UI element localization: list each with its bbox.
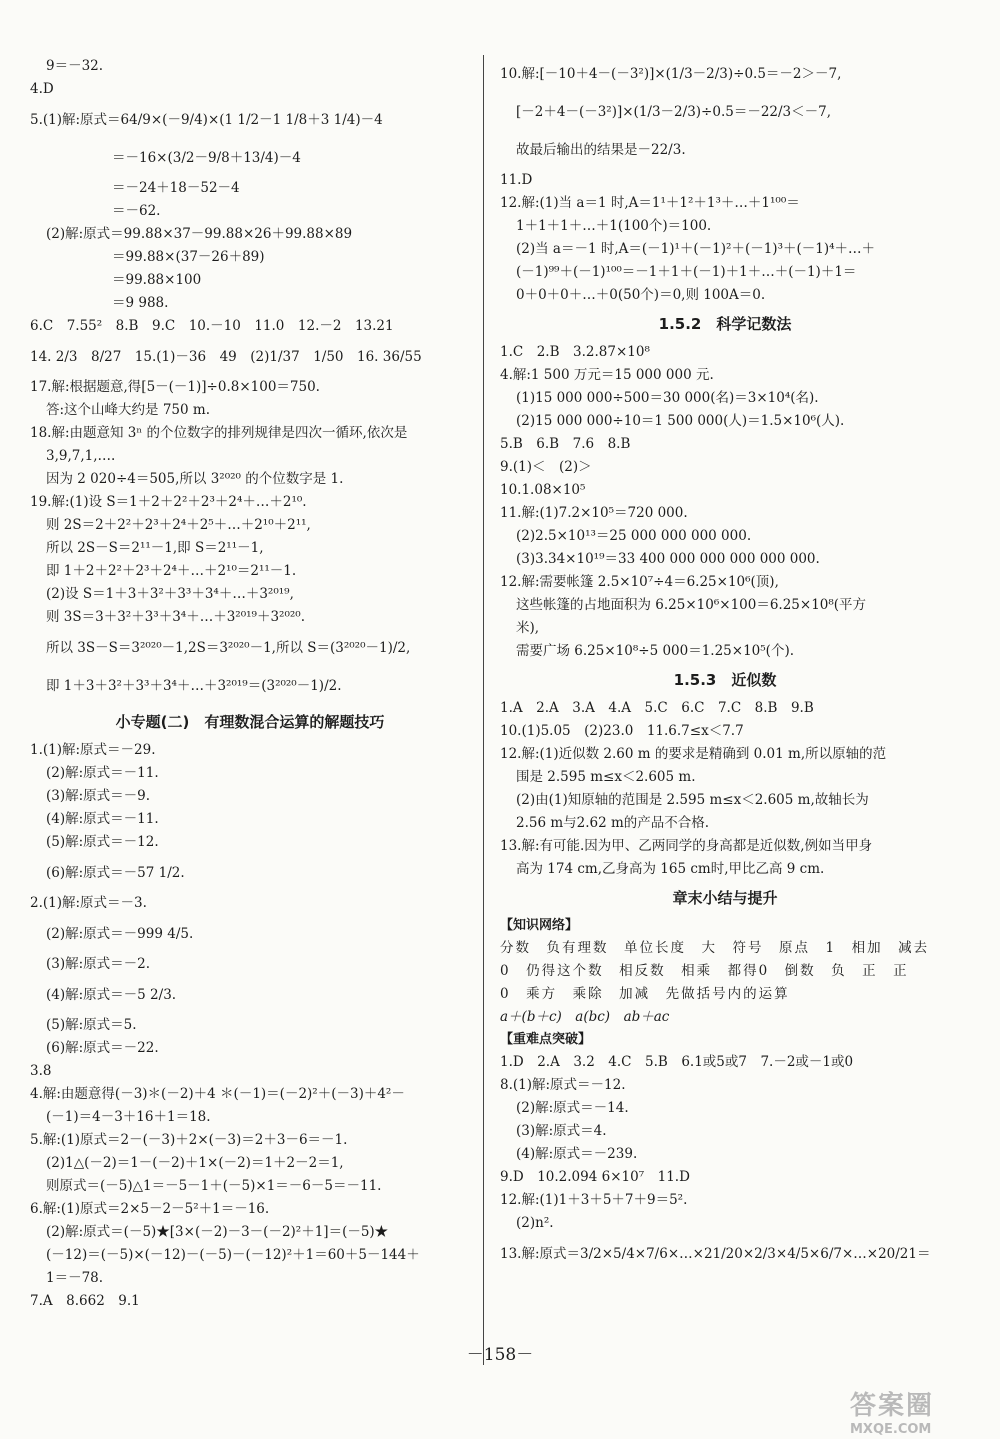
answer-line: (3)解:原式＝－2. xyxy=(46,956,151,972)
answer-line: (1)15 000 000÷500＝30 000(名)＝3×10⁴(名). xyxy=(516,390,819,406)
section-heading-chapter-summary: 章末小结与提升 xyxy=(672,889,778,907)
answer-line: (3)解:原式＝4. xyxy=(516,1123,607,1139)
answer-line: 1.C 2.B 3.2.87×10⁸ xyxy=(500,344,650,360)
answer-line: (5)解:原式＝5. xyxy=(46,1017,137,1033)
section-heading-1-5-2: 1.5.2 科学记数法 xyxy=(658,315,792,333)
answer-line: 4.D xyxy=(30,81,54,97)
answer-line: 即 1＋2＋2²＋2³＋2⁴＋…＋2¹⁰＝2¹¹－1. xyxy=(46,563,297,579)
answer-line: ＝99.88×(37－26＋89) xyxy=(112,249,265,265)
answer-line: (－1)⁹⁹＋(－1)¹⁰⁰＝－1＋1＋(－1)＋1＋…＋(－1)＋1＝ xyxy=(516,264,857,280)
answer-line: 1＝－78. xyxy=(46,1270,104,1286)
answer-line: 19.解:(1)设 S＝1＋2＋2²＋2³＋2⁴＋…＋2¹⁰. xyxy=(30,494,307,510)
answer-line: 高为 174 cm,乙身高为 165 cm时,甲比乙高 9 cm. xyxy=(516,861,825,877)
answer-line: 3.8 xyxy=(30,1063,52,1079)
page-number: －158－ xyxy=(466,1345,534,1365)
answer-line: 0＋0＋0＋…＋0(50个)＝0,则 100A＝0. xyxy=(516,287,766,303)
answer-line: ＝－62. xyxy=(112,203,161,219)
right-column xyxy=(500,55,950,1273)
answer-line: 所以 3S－S＝3²⁰²⁰－1,2S＝3²⁰²⁰－1,所以 S＝(3²⁰²⁰－1)/2, xyxy=(46,640,411,656)
answer-line: 10.1.08×10⁵ xyxy=(500,482,586,498)
answer-line: 2.56 m与2.62 m的产品不合格. xyxy=(516,815,710,831)
answer-line: 米), xyxy=(516,620,540,636)
answer-line: (2)1△(－2)＝1－(－2)＋1×(－2)＝1＋2－2＝1, xyxy=(46,1155,344,1171)
watermark-text: 答案圈 xyxy=(850,1391,935,1421)
answer-line: 1＋1＋1＋…＋1(100个)＝100. xyxy=(516,218,712,234)
answer-line: 1.(1)解:原式＝－29. xyxy=(30,742,156,758)
answer-line: 13.解:有可能.因为甲、乙两同学的身高都是近似数,例如当甲身 xyxy=(500,838,873,854)
answer-line: (2)解:原式＝－11. xyxy=(46,765,159,781)
answer-line: 围是 2.595 m≤x＜2.605 m. xyxy=(516,769,696,785)
answer-line: 10.解:[－10＋4－(－3²)]×(1/3－2/3)÷0.5＝－2＞－7, xyxy=(500,66,842,82)
answer-line: 11.D xyxy=(500,172,533,188)
answer-line: ＝99.88×100 xyxy=(112,272,202,288)
answer-line: (2)2.5×10¹³＝25 000 000 000 000. xyxy=(516,528,752,544)
answer-line: (4)解:原式＝－5 2/3. xyxy=(46,987,177,1003)
answer-line: (2)解:原式＝99.88×37－99.88×26＋99.88×89 xyxy=(46,226,353,242)
answer-line: (2)解:原式＝－999 4/5. xyxy=(46,926,194,942)
answer-line: 4.解:由题意得(－3)＊(－2)＋4 ＊(－1)＝(－2)²＋(－3)＋4²－ xyxy=(30,1086,405,1102)
answer-line: 4.解:1 500 万元＝15 000 000 元. xyxy=(500,367,714,383)
answers-block-1-5-3 xyxy=(500,697,950,881)
section-heading-special-topic: 小专题(二) 有理数混合运算的解题技巧 xyxy=(115,713,385,731)
answer-line: 9.D 10.2.094 6×10⁷ 11.D xyxy=(500,1169,690,1185)
keyword-line: 分数 负有理数 单位长度 大 符号 原点 1 相加 减去 xyxy=(500,940,930,956)
answers-block-continued xyxy=(500,55,950,307)
left-column xyxy=(30,55,470,1313)
answer-line: 1.A 2.A 3.A 4.A 5.C 6.C 7.C 8.B 9.B xyxy=(500,700,814,716)
watermark-logo xyxy=(850,1385,980,1437)
answer-line: 5.解:(1)原式＝2－(－3)＋2×(－3)＝2＋3－6＝－1. xyxy=(30,1132,348,1148)
answers-block-1-4 xyxy=(30,55,470,705)
answer-line: 则原式＝(－5)△1＝－5－1＋(－5)×1＝－6－5＝－11. xyxy=(46,1178,382,1194)
watermark-url: MXQE.COM xyxy=(850,1422,932,1437)
answer-line: (3)3.34×10¹⁹＝33 400 000 000 000 000 000. xyxy=(516,551,820,567)
answer-line: (2)当 a＝－1 时,A＝(－1)¹＋(－1)²＋(－1)³＋(－1)⁴＋…＋ xyxy=(516,241,876,257)
answer-line: 即 1＋3＋3²＋3³＋3⁴＋…＋3²⁰¹⁹＝(3²⁰²⁰－1)/2. xyxy=(46,678,342,694)
answer-line: 10.(1)5.05 (2)23.0 11.6.7≤x＜7.7 xyxy=(500,723,744,739)
answer-line: 6.解:(1)原式＝2×5－2－5²＋1＝－16. xyxy=(30,1201,270,1217)
answer-line: 12.解:(1)当 a＝1 时,A＝1¹＋1²＋1³＋…＋1¹⁰⁰＝ xyxy=(500,195,800,211)
answer-line: 7.A 8.662 9.1 xyxy=(30,1293,140,1309)
answer-line: 12.解:(1)1＋3＋5＋7＋9＝5². xyxy=(500,1192,688,1208)
keyword-line: 0 仍得这个数 相反数 相乘 都得0 倒数 负 正 正 xyxy=(500,963,909,979)
answer-line: 则 2S＝2＋2²＋2³＋2⁴＋2⁵＋…＋2¹⁰＋2¹¹, xyxy=(46,517,311,533)
section-heading-1-5-3: 1.5.3 近似数 xyxy=(673,671,777,689)
answer-line: (－12)＝(－5)×(－12)－(－5)－(－12)²＋1＝60＋5－144＋ xyxy=(46,1247,420,1263)
answer-line: 这些帐篷的占地面积为 6.25×10⁶×100＝6.25×10⁸(平方 xyxy=(516,597,867,613)
answer-line: 18.解:由题意知 3ⁿ 的个位数字的排列规律是四次一循环,依次是 xyxy=(30,425,408,441)
keyword-formula-line: a＋(b＋c) a(bc) ab＋ac xyxy=(500,1009,670,1025)
answer-line: 14. 2/3 8/27 15.(1)－36 49 (2)1/37 1/50 16. 36/55 xyxy=(30,349,422,365)
answer-line: (3)解:原式＝－9. xyxy=(46,788,151,804)
answer-line: 17.解:根据题意,得[5－(－1)]÷0.8×100＝750. xyxy=(30,379,320,395)
answer-line: 5.(1)解:原式＝64/9×(－9/4)×(1 1/2－1 1/8＋3 1/4)－4 xyxy=(30,112,383,128)
answer-line: 6.C 7.55² 8.B 9.C 10.－10 11.0 12.－2 13.21 xyxy=(30,318,394,334)
answers-block-special-topic xyxy=(30,739,470,1313)
answers-block-1-5-2 xyxy=(500,341,950,663)
answer-line: 则 3S＝3＋3²＋3³＋3⁴＋…＋3²⁰¹⁹＋3²⁰²⁰. xyxy=(46,609,305,625)
answer-line: 故最后输出的结果是－22/3. xyxy=(516,142,686,158)
answer-line: (5)解:原式＝－12. xyxy=(46,834,159,850)
keyword-line: 0 乘方 乘除 加减 先做括号内的运算 xyxy=(500,986,790,1002)
answer-line: 13.解:原式＝3/2×5/4×7/6×…×21/20×2/3×4/5×6/7×…×20/21＝ xyxy=(500,1246,931,1262)
answer-line: 12.解:(1)近似数 2.60 m 的要求是精确到 0.01 m,所以原轴的范 xyxy=(500,746,887,762)
answer-line: ＝9 988. xyxy=(112,295,169,311)
answer-line: (6)解:原式＝－22. xyxy=(46,1040,159,1056)
answer-line: (2)由(1)知原轴的范围是 2.595 m≤x＜2.605 m,故轴长为 xyxy=(516,792,869,808)
column-divider xyxy=(483,55,484,1365)
answer-line: 5.B 6.B 7.6 8.B xyxy=(500,436,631,452)
answer-line: ＝－16×(3/2－9/8＋13/4)－4 xyxy=(112,150,301,166)
answer-line: (6)解:原式＝－57 1/2. xyxy=(46,865,185,881)
answer-line: ＝－24＋18－52－4 xyxy=(112,180,240,196)
answer-line: 需要广场 6.25×10⁸÷5 000＝1.25×10⁵(个). xyxy=(516,643,794,659)
answer-line: 所以 2S－S＝2¹¹－1,即 S＝2¹¹－1, xyxy=(46,540,264,556)
answer-line: [－2＋4－(－3²)]×(1/3－2/3)÷0.5＝－22/3＜－7, xyxy=(516,104,832,120)
answer-line: 2.(1)解:原式＝－3. xyxy=(30,895,147,911)
answer-line: (2)解:原式＝－14. xyxy=(516,1100,629,1116)
answer-line: (－1)＝4－3＋16＋1＝18. xyxy=(46,1109,211,1125)
answer-line: 12.解:需要帐篷 2.5×10⁷÷4＝6.25×10⁶(顶), xyxy=(500,574,779,590)
answer-line: 9.(1)＜ (2)＞ xyxy=(500,459,592,475)
answer-line: 答:这个山峰大约是 750 m. xyxy=(46,402,210,418)
answers-block-summary xyxy=(500,1051,950,1273)
answer-line: 8.(1)解:原式＝－12. xyxy=(500,1077,626,1093)
answer-line: 9＝－32. xyxy=(46,58,104,74)
answer-line: 1.D 2.A 3.2 4.C 5.B 6.1或5或7 7.－2或－1或0 xyxy=(500,1054,854,1070)
answer-line: 11.解:(1)7.2×10⁵＝720 000. xyxy=(500,505,688,521)
answer-line: (4)解:原式＝－11. xyxy=(46,811,159,827)
answer-line: 3,9,7,1,…. xyxy=(46,448,116,464)
answer-line: 因为 2 020÷4＝505,所以 3²⁰²⁰ 的个位数字是 1. xyxy=(46,471,344,487)
answer-line: (2)解:原式＝(－5)★[3×(－2)－3－(－2)²＋1]＝(－5)★ xyxy=(46,1224,389,1240)
subheading-knowledge-network: 【知识网络】 xyxy=(500,918,579,933)
answer-line: (4)解:原式＝－239. xyxy=(516,1146,638,1162)
subheading-key-difficulties: 【重难点突破】 xyxy=(500,1032,592,1047)
answer-line: (2)设 S＝1＋3＋3²＋3³＋3⁴＋…＋3²⁰¹⁹, xyxy=(46,586,294,602)
answer-line: (2)15 000 000÷10＝1 500 000(人)＝1.5×10⁶(人). xyxy=(516,413,845,429)
answer-line: (2)n². xyxy=(516,1215,554,1231)
